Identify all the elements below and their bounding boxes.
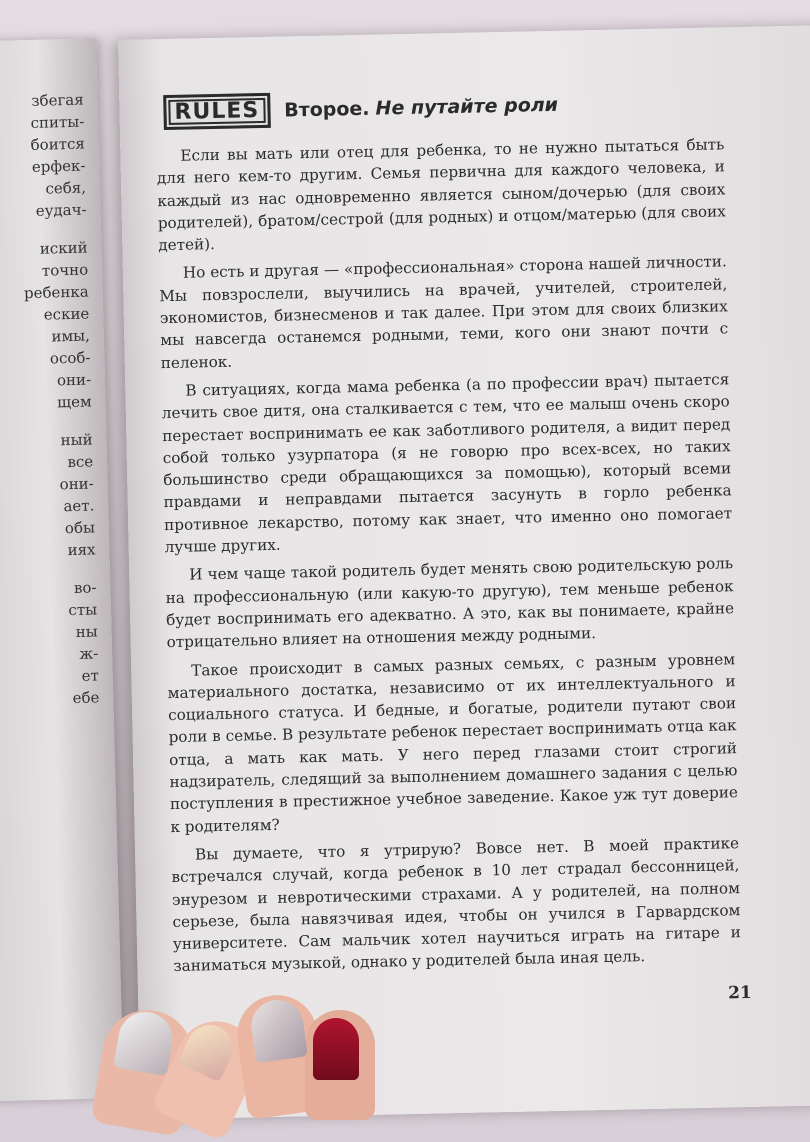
left-page-fragment: ерфек-: [31, 156, 86, 176]
page-number: 21: [727, 982, 752, 1004]
paragraph: Такое происходит в самых разных семьях, с разным уровнем материального достатка, независимо от их интеллектуального и социального статуса. И бедные, и богатые, родители путают свои роли в семье. В результате ребенок перестает воспринимать отца как отца, а мать как мать. У него перед глазами стоит строгий надзиратель, следящий за выполнением домашнего задания с целью поступления в престижное учебное заведение. Какое уж тут доверие к родителям?: [167, 649, 739, 836]
left-page-fragment: ает.: [63, 496, 95, 516]
left-page-fragment: спиты-: [30, 112, 85, 132]
left-page-fragment: боится: [30, 134, 86, 154]
left-page-fragment: обы: [64, 518, 96, 538]
section-number: Второе.: [283, 97, 370, 122]
left-page-fragment: збегая: [31, 90, 84, 110]
paragraph: И чем чаще такой родитель будет менять свою родительскую роль на профессиональную (или какую-то другую), тем меньше ребенок будет воспринимать его адекватно. А это, как вы понимаете, крайне отрицательно влияет на отношения между родными.: [165, 554, 735, 652]
left-page-fragment: еские: [43, 304, 90, 324]
section-name: Не путайте роли: [375, 93, 559, 120]
left-page-fragment: сты: [68, 600, 98, 620]
left-page-fragment: щем: [56, 392, 92, 412]
left-page-fragment: они-: [56, 370, 92, 390]
rules-logo: RULES: [163, 93, 270, 130]
left-page-fragment: ет: [81, 666, 100, 685]
paragraph: В ситуациях, когда мама ребенка (а по профессии врач) пытается лечить свое дитя, она сталкивается с тем, что ее малыш очень скоро перестает воспринимать ее как заботливого родителя, а видит перед собой только узурпатора (я не говорю про всех-всех, но таких большинство среди обращающихся за помощью), который всеми правдами и неправдами пытается засунуть в горло ребенка противное лекарство, потому как знает, что именно оно помогает лучше других.: [161, 370, 733, 557]
section-title: [284, 93, 558, 121]
left-page-fragment: ный: [60, 430, 93, 450]
left-page-fragment: особ-: [49, 348, 91, 368]
book-page: [118, 25, 810, 1120]
body-text: [156, 133, 741, 983]
paragraph: Вы думаете, что я утрирую? Вовсе нет. В моей практике встречался случай, когда ребенок в 10 лет страдал бессонницей, энурезом и невротическими страхами. А у родителей, на полном серьезе, была навязчивая идея, чтобы он учился в Гарвардском университете. Сам мальчик хотел научиться играть на гитаре и заниматься музыкой, однако у родителей была иная цель.: [171, 834, 742, 976]
left-page-fragment: себя,: [45, 178, 87, 198]
left-page-fragment: ны: [75, 622, 98, 641]
left-page-fragment: ж-: [79, 644, 99, 663]
left-page-fragment: точно: [41, 260, 89, 280]
left-page-fragment: ребенка: [23, 282, 89, 303]
left-page-fragment: иях: [67, 540, 96, 560]
left-page-fragment: все: [67, 452, 94, 472]
page-header: [163, 87, 558, 130]
left-page-fragment: во-: [73, 578, 97, 597]
paragraph: Но есть и другая — «профессиональная» сторона нашей личности. Мы повзрослели, выучились на врачей, учителей, строителей, экономистов, бизнесменов и так далее. При этом для своих близких мы навсегда останемся родными, теми, кого они знают почти с пеленок.: [159, 252, 729, 372]
left-page-fragment: они-: [59, 474, 94, 494]
left-page-fragment: имы,: [51, 326, 91, 346]
red-nail: [313, 1018, 359, 1080]
left-page-fragment: еудач-: [35, 200, 87, 220]
paragraph: Если вы мать или отец для ребенка, то не нужно пытаться быть для него кем-то другим. Семья первична для каждого человека, и каждый из нас одновременно является сыном/дочерью (для своих родителей), братом/сестрой (для родных) и отцом/матерью (для своих детей).: [156, 135, 726, 255]
left-page-fragment: иский: [39, 238, 88, 258]
left-page-fragment: ебе: [72, 688, 100, 708]
